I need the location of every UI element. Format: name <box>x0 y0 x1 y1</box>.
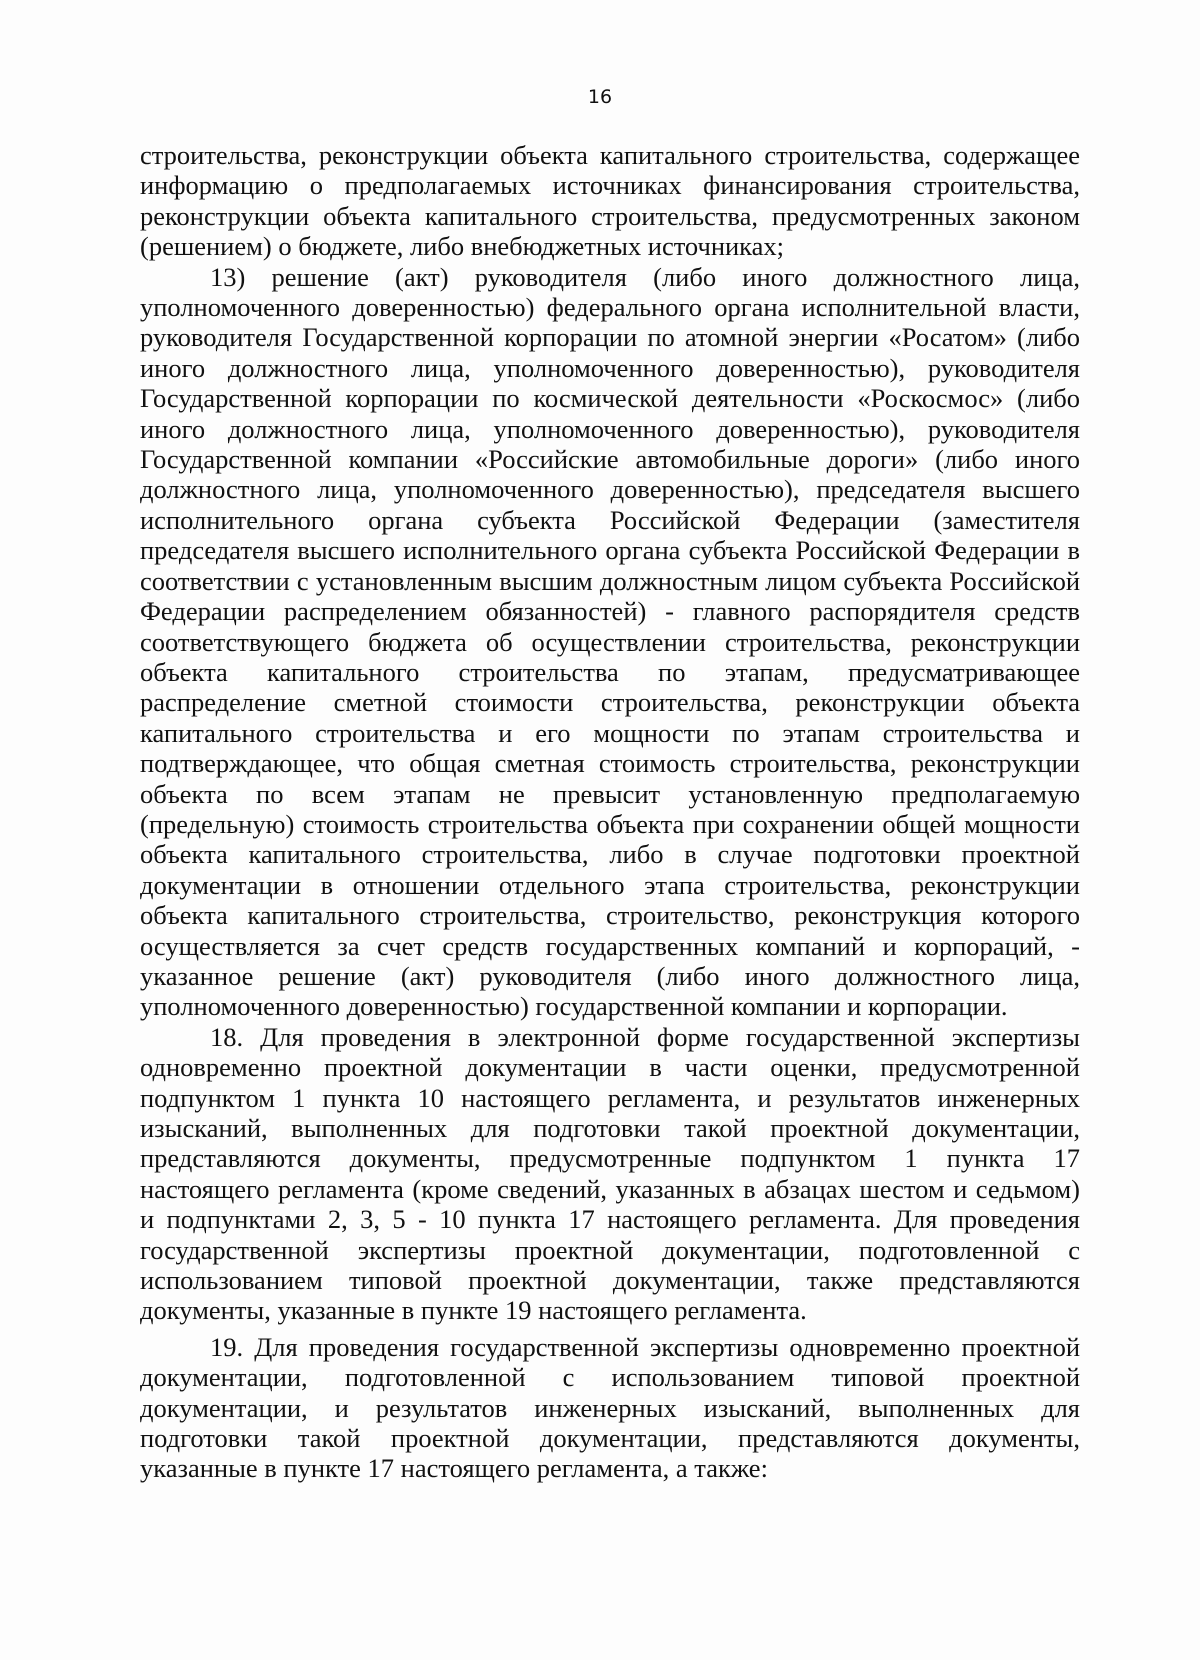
page-number: 16 <box>587 86 613 108</box>
document-body <box>140 140 1080 1484</box>
paragraph-item-13: 13) решение (акт) руководителя (либо иного должностного лица, уполномоченного доверенностью) федерального органа исполнительной власти, руководителя Государственной корпорации по атомной энергии «Росатом» (либо иного должностного лица, уполномоченного доверенностью), руководителя Государственной корпорации по космической деятельности «Роскосмос» (либо иного должностного лица, уполномоченного доверенностью), руководителя Государственной компании «Российские автомобильные дороги» (либо иного должностного лица, уполномоченного доверенностью), председателя высшего исполнительного органа субъекта Российской Федерации (заместителя председателя высшего исполнительного органа субъекта Российской Федерации в соответствии с установленным высшим должностным лицом субъекта Российской Федерации распределением обязанностей) - главного распорядителя средств соответствующего бюджета об осуществлении строительства, реконструкции объекта капитального строительства по этапам, предусматривающее распределение сметной стоимости строительства, реконструкции объекта капитального строительства и его мощности по этапам строительства и подтверждающее, что общая сметная стоимость строительства, реконструкции объекта по всем этапам не превысит установленную предполагаемую (предельную) стоимость строительства объекта при сохранении общей мощности объекта капитального строительства, либо в случае подготовки проектной документации в отношении отдельного этапа строительства, реконструкции объекта капитального строительства, строительство, реконструкция которого осуществляется за счет средств государственных компаний и корпораций, - указанное решение (акт) руководителя (либо иного должностного лица, уполномоченного доверенностью) государственной компании и корпорации. <box>140 261 1080 1022</box>
paragraph-item-19: 19. Для проведения государственной экспертизы одновременно проектной документации, подготовленной с использованием типовой проектной документации, и результатов инженерных изысканий, выполненных для подготовки такой проектной документации, представляются документы, указанные в пункте 17 настоящего регламента, а также: <box>140 1331 1080 1484</box>
paragraph-continuation: строительства, реконструкции объекта капитального строительства, содержащее информацию о предполагаемых источниках финансирования строительства, реконструкции объекта капитального строительства, предусмотренных законом (решением) о бюджете, либо внебюджетных источниках; <box>140 140 1080 262</box>
paragraph-item-18: 18. Для проведения в электронной форме государственной экспертизы одновременно проектной документации в части оценки, предусмотренной подпунктом 1 пункта 10 настоящего регламента, и результатов инженерных изысканий, выполненных для подготовки такой проектной документации, представляются документы, предусмотренные подпунктом 1 пункта 17 настоящего регламента (кроме сведений, указанных в абзацах шестом и седьмом) и подпунктами 2, 3, 5 - 10 пункта 17 настоящего регламента. Для проведения государственной экспертизы проектной документации, подготовленной с использованием типовой проектной документации, также представляются документы, указанные в пункте 19 настоящего регламента. <box>140 1021 1080 1326</box>
